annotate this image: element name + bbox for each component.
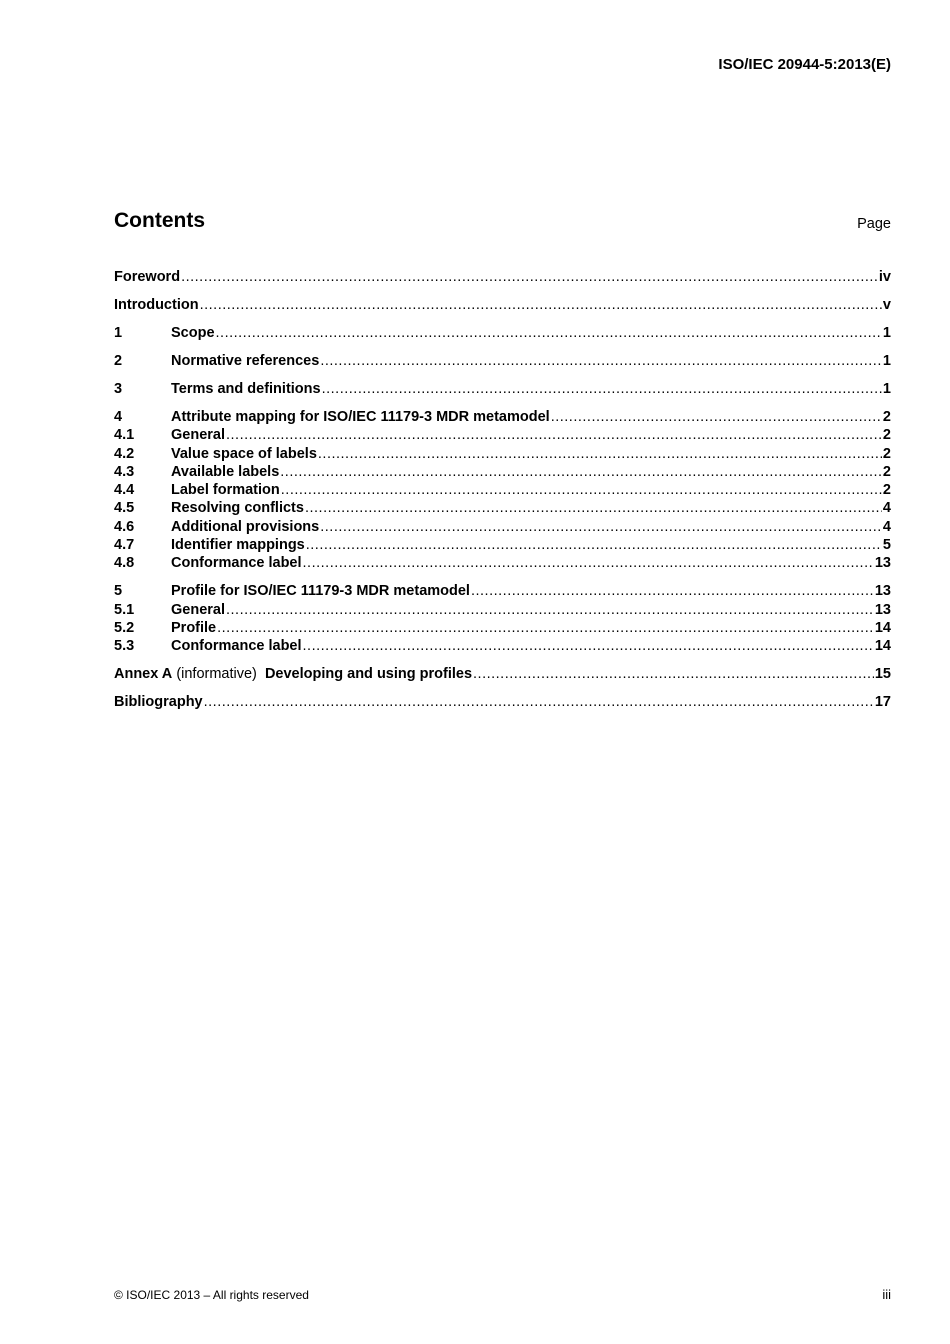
toc-entry-title: Foreword — [114, 269, 181, 285]
dot-leader — [473, 666, 874, 682]
toc-entry-identifier-mappings[interactable] — [114, 537, 891, 555]
toc-entry-number: 3 — [114, 380, 123, 397]
toc-entry-profile-for-mdr[interactable] — [114, 583, 891, 601]
toc-entry-title: Bibliography — [114, 694, 203, 711]
toc-entry-title: Introduction — [114, 296, 199, 313]
toc-entry-number: 2 — [114, 352, 123, 369]
dot-leader — [216, 325, 882, 341]
dot-leader — [200, 297, 882, 313]
toc-entry-number: 4.8 — [114, 555, 135, 572]
dot-leader — [281, 482, 882, 498]
toc-entry-number: 4.5 — [114, 500, 135, 517]
toc-entry-title: Available labels — [171, 463, 280, 480]
toc-entry-title: Terms and definitions — [171, 380, 321, 397]
toc-entry-number: 4.4 — [114, 482, 135, 499]
toc-entry-number: 5 — [114, 583, 123, 600]
dot-leader — [226, 602, 874, 618]
toc-entry-title: Resolving conflicts — [171, 500, 304, 517]
dot-leader — [471, 583, 874, 599]
toc-entry-page: 2 — [882, 408, 891, 425]
toc-entry-conformance-label[interactable] — [114, 555, 891, 573]
toc-entry-title: Value space of labels — [171, 445, 317, 462]
toc-entry-page: 14 — [874, 619, 891, 636]
toc-entry-additional-provisions[interactable] — [114, 519, 891, 537]
page-column-label: Page — [857, 216, 891, 232]
toc-entry-available-labels[interactable] — [114, 464, 891, 482]
toc-entry-general[interactable] — [114, 427, 891, 445]
toc-entry-title: Identifier mappings — [171, 537, 305, 553]
toc-entry-title — [114, 666, 472, 682]
toc-entry-number: 5.3 — [114, 638, 135, 655]
toc-entry-bibliography[interactable] — [114, 694, 891, 712]
toc-entry-terms-and-definitions[interactable] — [114, 381, 891, 399]
annex-title: Developing and using profiles — [264, 666, 473, 683]
toc-entry-title: Profile — [171, 619, 217, 636]
dot-leader — [551, 409, 882, 425]
toc-entry-page: 15 — [874, 666, 891, 683]
toc-entry-title: General — [171, 427, 225, 444]
toc-entry-page: 2 — [882, 445, 891, 462]
dot-leader — [320, 519, 882, 535]
toc-entry-page: 13 — [874, 583, 891, 600]
toc-entry-page: 2 — [882, 463, 891, 480]
toc-entry-page: 4 — [882, 518, 891, 535]
toc-entry-title: Scope — [171, 324, 215, 341]
dot-leader — [303, 555, 874, 571]
dot-leader — [280, 464, 882, 480]
annex-type: (informative) — [176, 666, 257, 683]
toc-entry-number: 4.2 — [114, 445, 135, 462]
dot-leader — [322, 381, 882, 397]
toc-entry-value-space-of-labels[interactable] — [114, 446, 891, 464]
dot-leader — [306, 537, 882, 553]
dot-leader — [217, 620, 874, 636]
toc-entry-page: 2 — [882, 427, 891, 444]
dot-leader — [181, 269, 878, 285]
toc-entry-number: 1 — [114, 324, 123, 341]
toc-entry-general[interactable] — [114, 602, 891, 620]
dot-leader — [204, 694, 874, 710]
toc-entry-page: 13 — [874, 555, 891, 572]
toc-entry-page: 17 — [874, 694, 891, 711]
toc-entry-page: 2 — [882, 482, 891, 499]
document-identifier: ISO/IEC 20944-5:2013(E) — [718, 56, 891, 73]
dot-leader — [320, 353, 882, 369]
toc-entry-number: 4.6 — [114, 518, 135, 535]
toc-entry-number: 5.1 — [114, 601, 135, 618]
toc-entry-profile[interactable] — [114, 620, 891, 638]
toc-entry-page: iv — [878, 269, 891, 285]
table-of-contents — [114, 269, 891, 712]
toc-entry-page: 13 — [874, 601, 891, 618]
dot-leader — [303, 638, 874, 654]
toc-entry-normative-references[interactable] — [114, 353, 891, 371]
toc-entry-number: 4.1 — [114, 427, 135, 444]
dot-leader — [305, 500, 882, 516]
toc-entry-number: 4.7 — [114, 537, 135, 553]
toc-entry-annex-a[interactable] — [114, 666, 891, 684]
toc-entry-title: Profile for ISO/IEC 11179-3 MDR metamodel — [171, 583, 470, 600]
toc-entry-label-formation[interactable] — [114, 482, 891, 500]
dot-leader — [226, 427, 882, 443]
annex-label: Annex A — [114, 666, 173, 683]
toc-entry-attribute-mapping[interactable] — [114, 409, 891, 427]
toc-entry-page: 4 — [882, 500, 891, 517]
toc-entry-introduction[interactable] — [114, 297, 891, 315]
toc-entry-foreword[interactable] — [114, 269, 891, 287]
toc-entry-page: 1 — [882, 380, 891, 397]
toc-entry-title: Normative references — [171, 352, 320, 369]
toc-entry-title: Conformance label — [171, 638, 302, 655]
page-number: iii — [882, 1287, 891, 1302]
toc-entry-number: 5.2 — [114, 619, 135, 636]
toc-entry-title: Label formation — [171, 482, 280, 499]
toc-entry-title: Additional provisions — [171, 518, 320, 535]
toc-entry-number: 4.3 — [114, 463, 135, 480]
toc-entry-title: Conformance label — [171, 555, 302, 572]
toc-entry-page: 5 — [882, 537, 891, 553]
toc-entry-number: 4 — [114, 408, 123, 425]
toc-entry-conformance-label[interactable] — [114, 638, 891, 656]
toc-entry-scope[interactable] — [114, 325, 891, 343]
toc-entry-title: General — [171, 601, 225, 618]
toc-entry-page: 1 — [882, 352, 891, 369]
toc-entry-page: 1 — [882, 324, 891, 341]
dot-leader — [318, 446, 882, 462]
toc-entry-resolving-conflicts[interactable] — [114, 500, 891, 518]
toc-entry-title: Attribute mapping for ISO/IEC 11179-3 MDR metamodel — [171, 408, 550, 425]
toc-entry-page: v — [882, 296, 891, 313]
copyright-notice: © ISO/IEC 2013 – All rights reserved — [114, 1288, 309, 1302]
toc-entry-page: 14 — [874, 638, 891, 655]
contents-heading: Contents — [114, 209, 205, 232]
